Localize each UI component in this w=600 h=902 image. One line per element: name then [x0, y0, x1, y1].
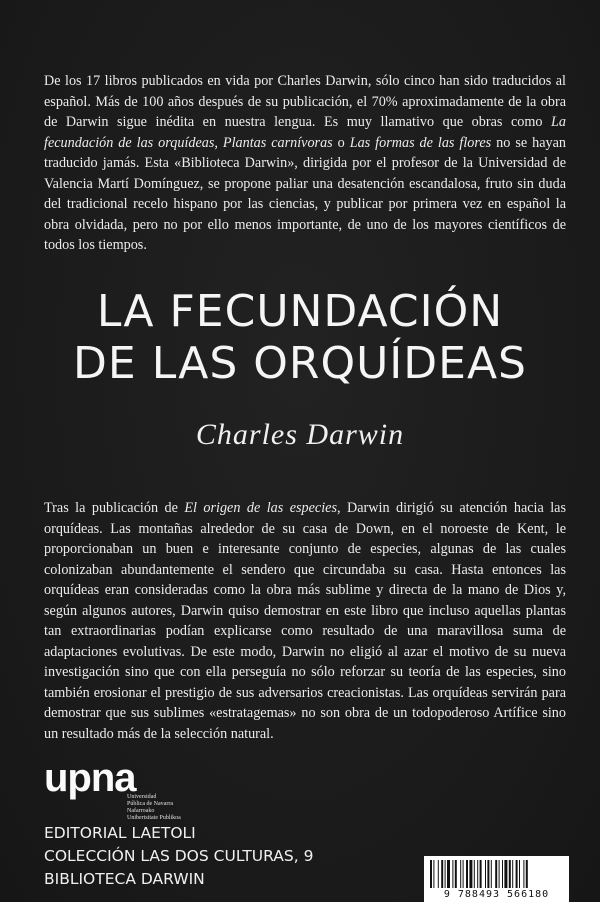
logo-wordmark: upna: [44, 756, 136, 800]
title-line-1: LA FECUNDACIÓN: [96, 286, 504, 337]
author-name: Charles Darwin: [195, 418, 405, 451]
barcode-digits: 9 788493 566180: [443, 889, 550, 900]
publisher-line-2: COLECCIÓN LAS DOS CULTURAS, 9: [44, 847, 314, 865]
logo-line-4: Unibertsitate Publikoa: [127, 815, 181, 821]
isbn-barcode: [424, 856, 569, 902]
logo-line-3: Nafarroako: [127, 808, 155, 814]
upna-logo: [44, 756, 181, 821]
logo-subtitle: [127, 794, 181, 822]
logo-line-1: Universidad: [127, 794, 157, 800]
synopsis-paragraph: [44, 498, 566, 744]
book-title: [0, 286, 600, 390]
publisher-info: [44, 822, 313, 891]
publisher-line-3: BIBLIOTECA DARWIN: [44, 870, 205, 888]
logo-line-2: Pública de Navarra: [127, 801, 173, 807]
intro-paragraph: [44, 71, 566, 256]
publisher-line-1: EDITORIAL LAETOLI: [44, 824, 196, 842]
title-line-2: DE LAS ORQUÍDEAS: [73, 338, 527, 389]
barcode-bars: [430, 860, 563, 888]
intro-text: De los 17 libros publicados en vida por Charles Darwin, sólo cinco han sido traducidos al español. Más de 100 años después de su publicación, el 70% aproximadamente de la obra de Darwin sigue inédita en nuestra lengua. Es muy llamativo que obras como La fecundación de las orquídeas, Plantas carnívoras o Las formas de las flores no se hayan traducido jamás. Esta «Biblioteca Darwin», dirigida por el profesor de la Universidad de Valencia Martí Domínguez, se propone paliar una desatención escandalosa, fruto sin duda del tradicional recelo hispano por las ciencias, y publicar por primera vez en español la obra olvidada, pero no por ello menos importante, de uno de los mayores científicos de todos los tiempos.: [44, 73, 566, 253]
synopsis-text: Tras la publicación de El origen de las especies, Darwin dirigió su atención hacia las orquídeas. Las montañas alrededor de su casa de Down, en el noroeste de Kent, le proporcionaban un buen e interesante conjunto de especies, algunas de las cuales colonizaban abundantemente el sendero que circundaba su casa. Hasta entonces las orquídeas eran consideradas como la obra más sublime y directa de la mano de Dios y, según algunos autores, Darwin quiso demostrar en este libro que incluso aquellas plantas tan extraordinarias podían explicarse como resultado de una maravillosa suma de adaptaciones evolutivas. De este modo, Darwin no eligió al azar el motivo de su nueva investigación sino que con ella perseguía no sólo reforzar su teoría de las especies, sino también erosionar el prestigio de sus adversarios creacionistas. Las orquídeas servirán para demostrar que sus sublimes «estratagemas» no son obra de un todopoderoso Artífice sino un resultado más de la selección natural.: [44, 500, 566, 742]
